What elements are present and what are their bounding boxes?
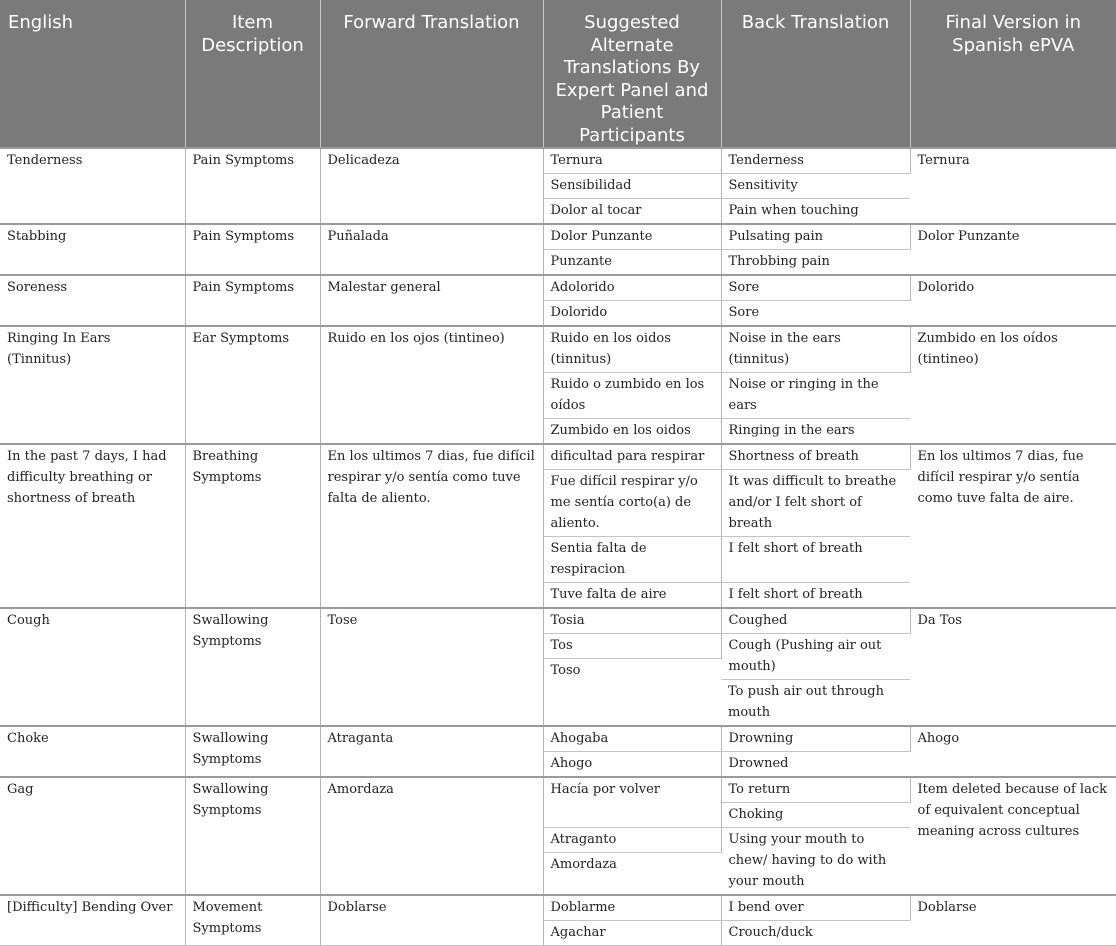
back-cell: Tenderness [721,148,910,174]
header-suggested-alternates: Suggested Alternate Translations By Expert Panel and Patient Participants [543,0,721,148]
description-cell: Pain Symptoms [185,275,320,326]
suggested-cell: Sensibilidad [543,174,721,199]
description-cell: Breathing Symptoms [185,444,320,608]
english-cell: [Difficulty] Bending Over [0,895,185,946]
suggested-cell: Zumbido en los oidos [543,419,721,445]
back-cell: I felt short of breath [721,583,910,609]
suggested-cell: Ahogaba [543,726,721,752]
table-row [0,608,1116,634]
header-row [0,0,1116,148]
description-cell: Ear Symptoms [185,326,320,444]
table-row [0,895,1116,921]
description-cell: Movement Symptoms [185,895,320,946]
table-row [0,224,1116,250]
back-cell: Crouch/duck [721,921,910,946]
back-cell: Noise in the ears (tinnitus) [721,326,910,373]
suggested-cell: Tos [543,634,721,659]
suggested-cell: Adolorido [543,275,721,301]
back-cell: Coughed [721,608,910,634]
table-row [0,275,1116,301]
suggested-cell: Hacía por volver [543,777,721,828]
suggested-cell: Ruido en los oidos (tinnitus) [543,326,721,373]
forward-cell: Atraganta [320,726,543,777]
description-cell: Swallowing Symptoms [185,726,320,777]
back-cell: Throbbing pain [721,250,910,276]
suggested-cell: Amordaza [543,853,721,895]
final-cell: Dolorido [910,275,1116,326]
english-cell: Ringing In Ears (Tinnitus) [0,326,185,444]
back-cell: It was difficult to breathe and/or I felt short of breath [721,470,910,537]
suggested-cell: Agachar [543,921,721,946]
back-cell: To return [721,777,910,803]
forward-cell: Delicadeza [320,148,543,224]
back-cell: To push air out through mouth [721,680,910,727]
forward-cell: Malestar general [320,275,543,326]
back-cell: Ringing in the ears [721,419,910,445]
final-cell: Item deleted because of lack of equivalent conceptual meaning across cultures [910,777,1116,895]
suggested-cell: Punzante [543,250,721,276]
final-cell: En los ultimos 7 dias, fue difícil respirar y/o sentía como tuve falta de aire. [910,444,1116,608]
back-cell: Sore [721,275,910,301]
english-cell: Soreness [0,275,185,326]
suggested-cell: Tuve falta de aire [543,583,721,609]
final-cell: Ternura [910,148,1116,224]
description-cell: Swallowing Symptoms [185,777,320,895]
table-row [0,726,1116,752]
final-cell: Ahogo [910,726,1116,777]
suggested-cell: Toso [543,659,721,727]
table-row [0,148,1116,174]
back-cell: Noise or ringing in the ears [721,373,910,419]
suggested-cell: Ahogo [543,752,721,778]
forward-cell: Amordaza [320,777,543,895]
final-cell: Da Tos [910,608,1116,726]
header-english: English [0,0,185,148]
english-cell: Choke [0,726,185,777]
back-cell: Drowned [721,752,910,778]
back-cell: Choking [721,803,910,828]
suggested-cell: Dolor Punzante [543,224,721,250]
english-cell: In the past 7 days, I had difficulty breathing or shortness of breath [0,444,185,608]
table-row [0,326,1116,373]
forward-cell: Ruido en los ojos (tintineo) [320,326,543,444]
english-cell: Stabbing [0,224,185,275]
suggested-cell: Ruido o zumbido en los oídos [543,373,721,419]
suggested-cell: Atraganto [543,828,721,853]
back-cell: I bend over [721,895,910,921]
back-cell: Sore [721,301,910,327]
forward-cell: En los ultimos 7 dias, fue difícil respirar y/o sentía como tuve falta de aliento. [320,444,543,608]
suggested-cell: Fue difícil respirar y/o me sentía corto(a) de aliento. [543,470,721,537]
final-cell: Zumbido en los oídos (tintineo) [910,326,1116,444]
table-row [0,444,1116,470]
suggested-cell: Dolor al tocar [543,199,721,225]
header-final-version: Final Version in Spanish ePVA [910,0,1116,148]
header-back-translation: Back Translation [721,0,910,148]
header-forward-translation: Forward Translation [320,0,543,148]
suggested-cell: dificultad para respirar [543,444,721,470]
english-cell: Gag [0,777,185,895]
back-cell: I felt short of breath [721,537,910,583]
suggested-cell: Tosia [543,608,721,634]
header-item-description: Item Description [185,0,320,148]
final-cell: Doblarse [910,895,1116,946]
table-row [0,777,1116,803]
back-cell: Drowning [721,726,910,752]
description-cell: Swallowing Symptoms [185,608,320,726]
suggested-cell: Ternura [543,148,721,174]
forward-cell: Tose [320,608,543,726]
final-cell: Dolor Punzante [910,224,1116,275]
forward-cell: Doblarse [320,895,543,946]
description-cell: Pain Symptoms [185,224,320,275]
english-cell: Cough [0,608,185,726]
back-cell: Cough (Pushing air out mouth) [721,634,910,680]
suggested-cell: Doblarme [543,895,721,921]
back-cell: Sensitivity [721,174,910,199]
description-cell: Pain Symptoms [185,148,320,224]
suggested-cell: Dolorido [543,301,721,327]
back-cell: Using your mouth to chew/ having to do with your mouth [721,828,910,896]
english-cell: Tenderness [0,148,185,224]
forward-cell: Puñalada [320,224,543,275]
back-cell: Pain when touching [721,199,910,225]
back-cell: Shortness of breath [721,444,910,470]
suggested-cell: Sentia falta de respiracion [543,537,721,583]
back-cell: Pulsating pain [721,224,910,250]
